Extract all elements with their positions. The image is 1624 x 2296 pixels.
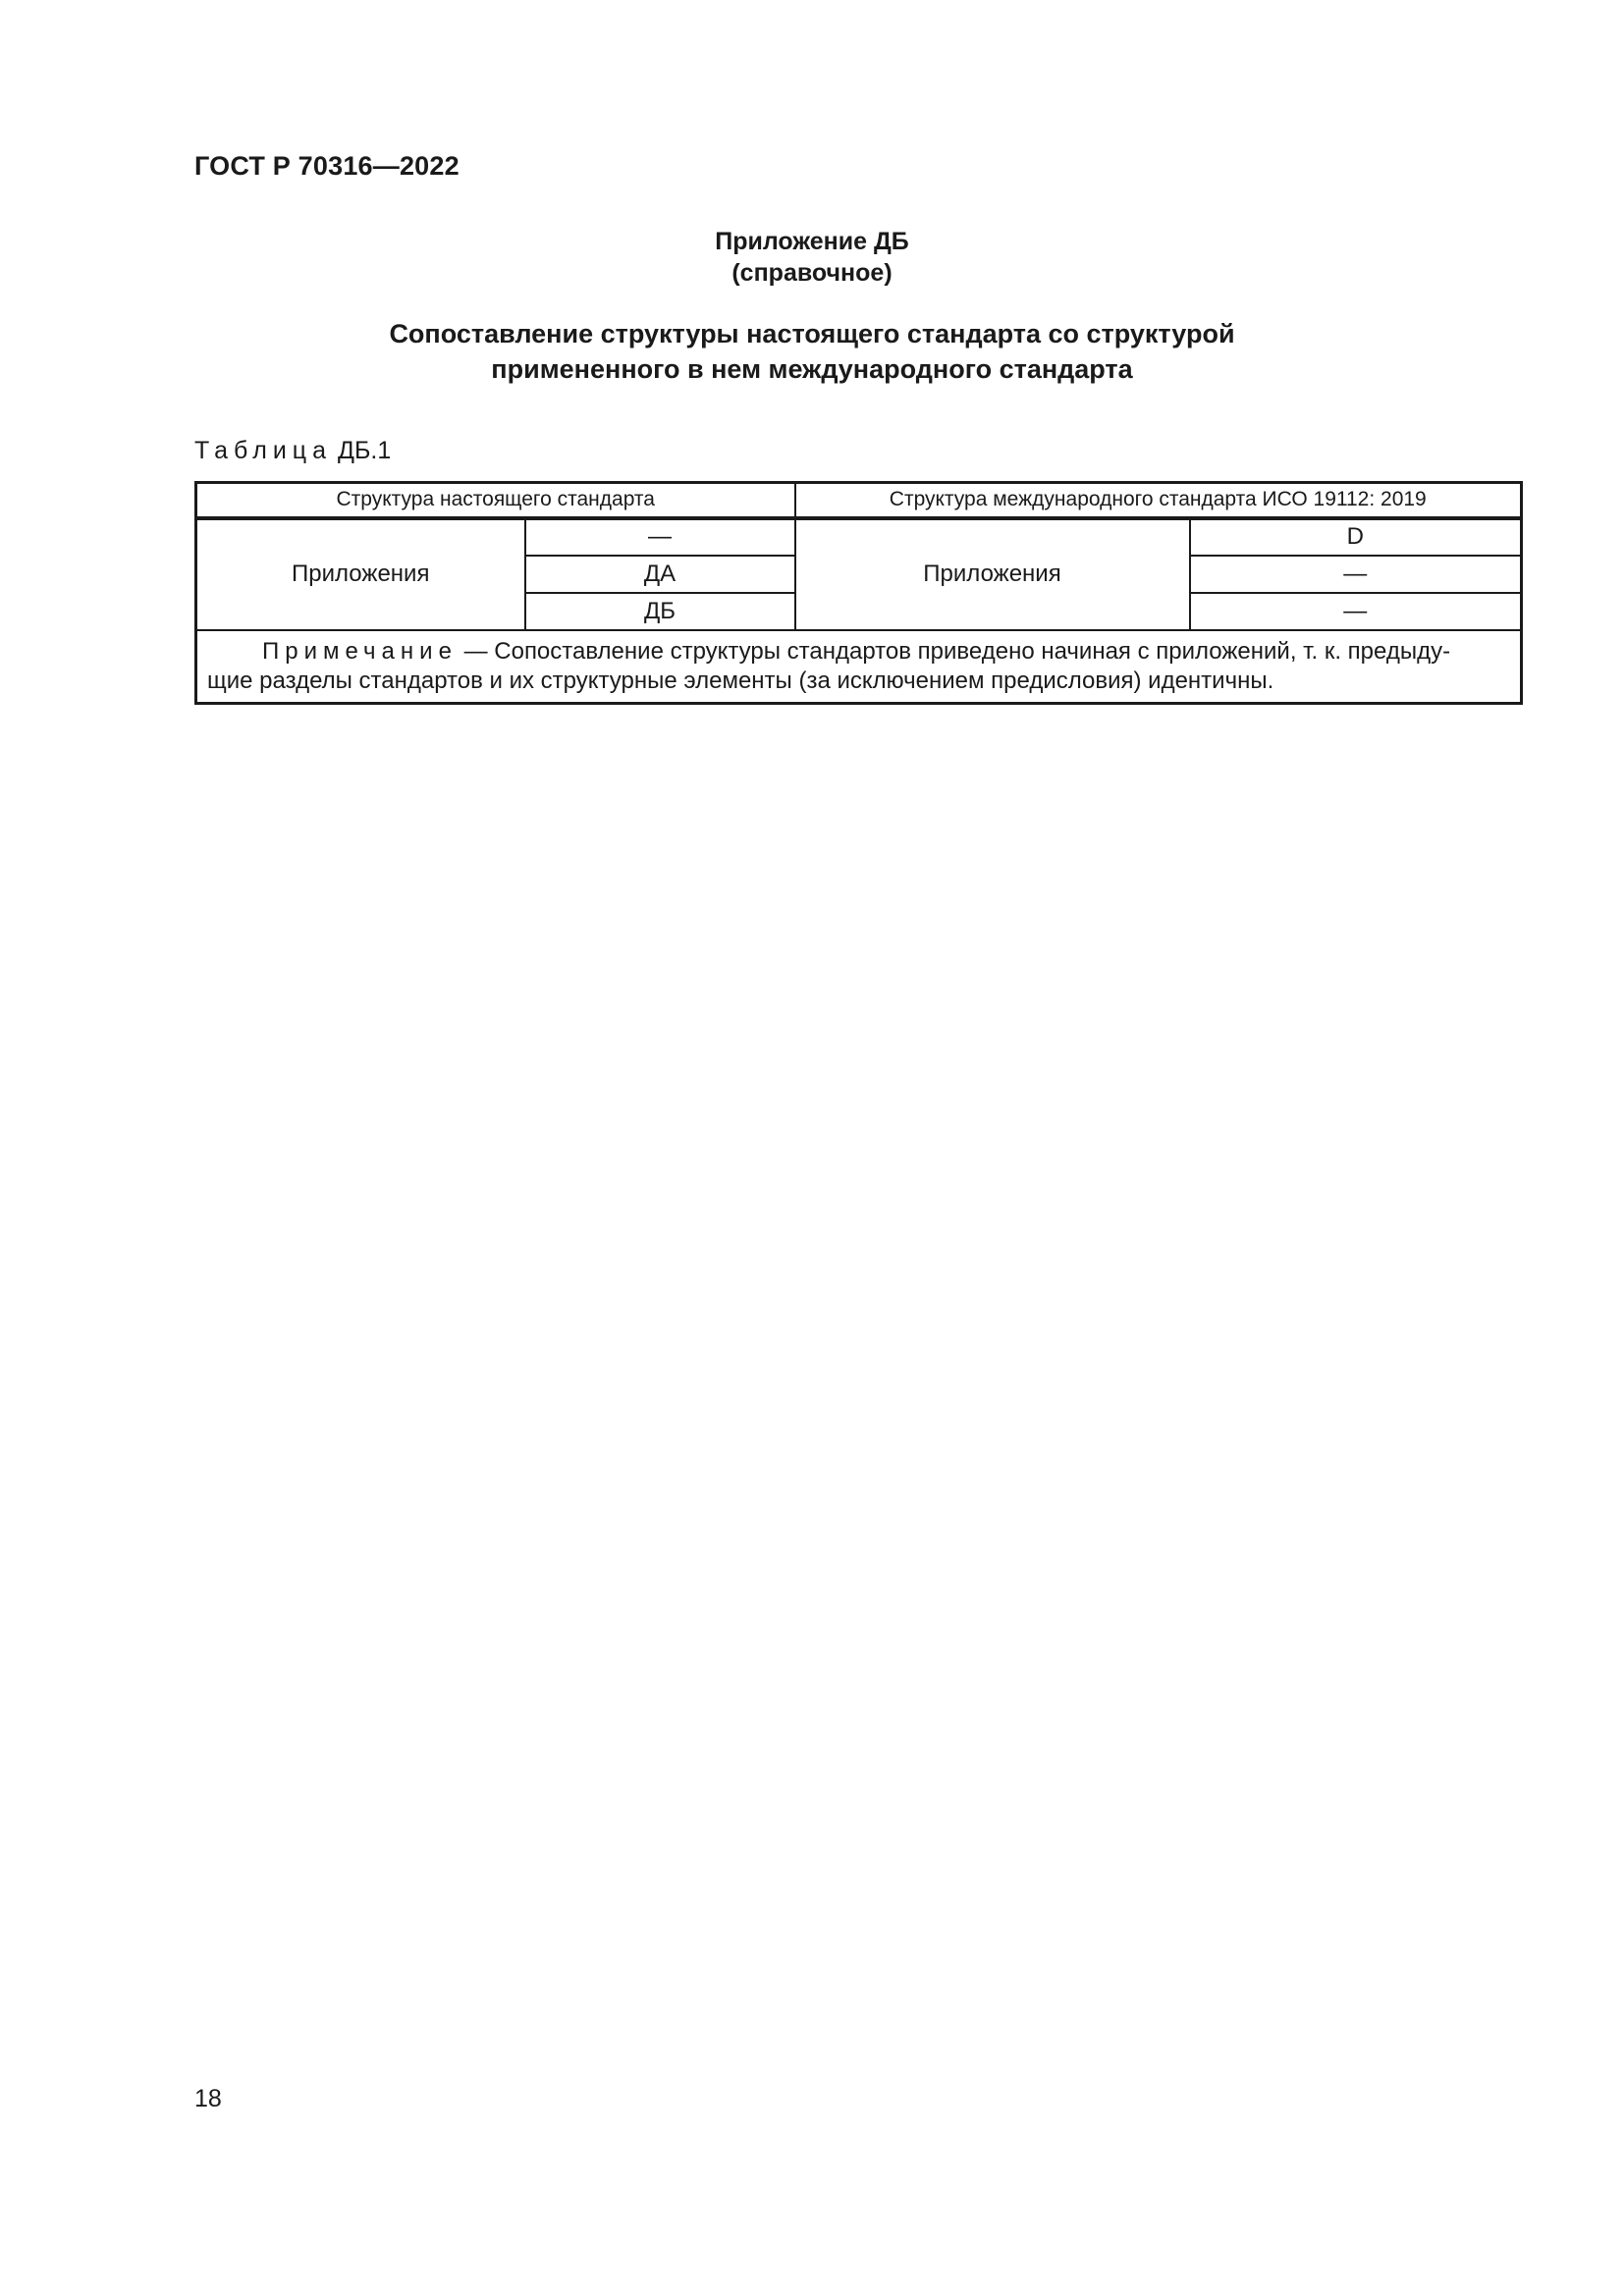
left-cell: ДА (525, 556, 795, 593)
table-note (196, 630, 1522, 704)
title-line-2: примененного в нем международного стандарта (491, 354, 1133, 384)
right-cell: — (1190, 593, 1522, 630)
table-row (196, 518, 1522, 556)
right-group-label: Приложения (795, 518, 1190, 630)
left-cell: ДБ (525, 593, 795, 630)
table-note-row (196, 630, 1522, 704)
appendix-name: Приложение ДБ (715, 228, 909, 255)
header-national-structure: Структура настоящего стандарта (196, 483, 795, 518)
table-header-row (196, 483, 1522, 518)
title-line-1: Сопоставление структуры настоящего стандарта со структурой (389, 319, 1235, 348)
left-group-label: Приложения (196, 518, 525, 630)
appendix-title (0, 316, 1624, 387)
comparison-table (194, 481, 1523, 705)
table-caption-number: ДБ.1 (338, 437, 392, 464)
note-line-2: щие разделы стандартов и их структурные элементы (за исключением предисловия) идентичны. (207, 667, 1274, 694)
appendix-heading (0, 226, 1624, 289)
document-code: ГОСТ Р 70316—2022 (194, 151, 460, 181)
left-cell: — (525, 518, 795, 556)
appendix-kind: (справочное) (731, 259, 893, 287)
note-line-1: — Сопоставление структуры стандартов приведено начиная с приложений, т. к. предыду- (457, 637, 1451, 665)
page-number: 18 (194, 2085, 222, 2112)
right-cell: D (1190, 518, 1522, 556)
table-caption-prefix: Таблица (194, 437, 333, 464)
table-caption (194, 437, 391, 465)
note-prefix: Примечание (262, 637, 458, 665)
header-international-structure: Структура международного стандарта ИСО 19112: 2019 (795, 483, 1522, 518)
right-cell: — (1190, 556, 1522, 593)
